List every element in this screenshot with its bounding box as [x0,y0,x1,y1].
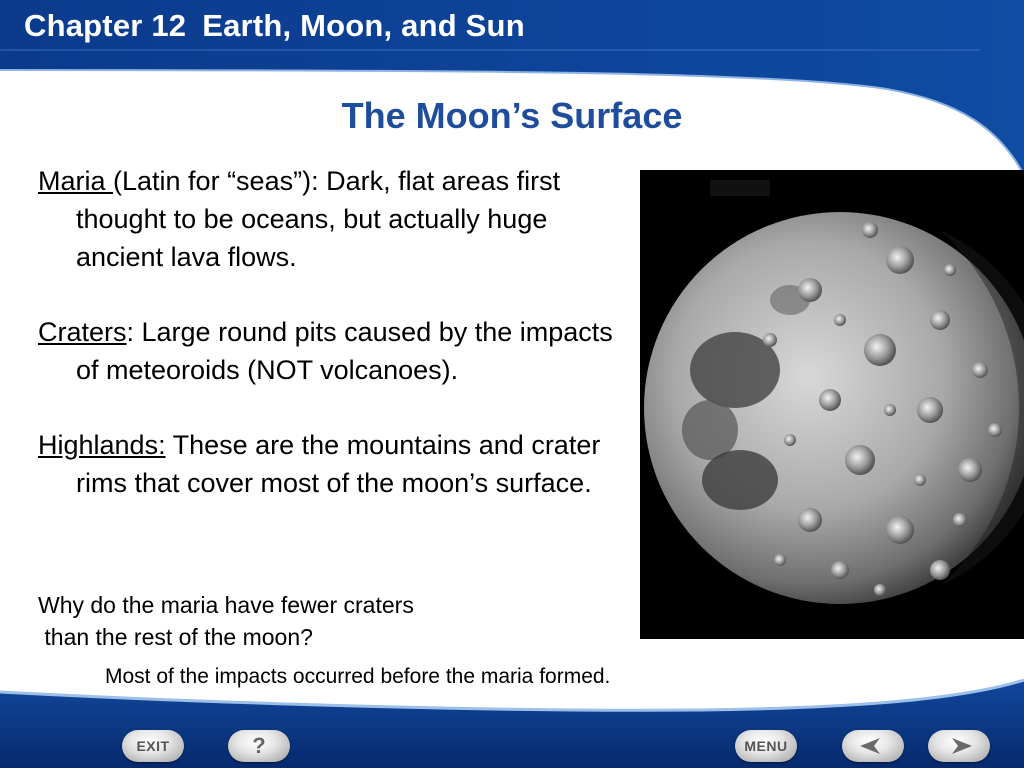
term-maria: Maria [38,166,114,196]
slide-title: The Moon’s Surface [341,95,683,136]
left-arrow-icon [858,736,888,756]
exit-label: EXIT [136,738,170,754]
help-label: ? [252,733,266,758]
forward-button[interactable] [928,730,990,762]
bullet-list [38,162,638,539]
bullet-maria [38,162,638,276]
chapter-header [24,8,541,44]
back-button[interactable] [842,730,904,762]
term-highlands: Highlands: [38,430,166,460]
menu-label: MENU [744,738,788,754]
exit-button[interactable] [122,730,184,762]
moon-photo [640,170,1024,639]
review-question [38,589,414,653]
bullet-highlands [38,426,638,502]
help-button[interactable] [228,730,290,762]
question-line-1: Why do the maria have fewer craters [38,592,414,618]
menu-button[interactable] [735,730,797,762]
chapter-title: Earth, Moon, and Sun [202,8,525,43]
right-arrow-icon [944,736,974,756]
bullet-craters [38,313,638,389]
chapter-number: Chapter 12 [24,8,187,43]
question-line-2: than the rest of the moon? [38,624,313,650]
definition-craters: : Large round pits caused by the impacts of meteoroids (NOT volcanoes). [76,317,613,385]
term-craters: Craters [38,317,127,347]
definition-maria: (Latin for “seas”): Dark, flat areas first thought to be oceans, but actually huge ancient lava flows. [76,166,561,272]
review-answer: Most of the impacts occurred before the maria formed. [105,665,611,688]
moon-image [640,170,1024,639]
definition-highlands: These are the mountains and crater rims that cover most of the moon’s surface. [76,430,601,498]
